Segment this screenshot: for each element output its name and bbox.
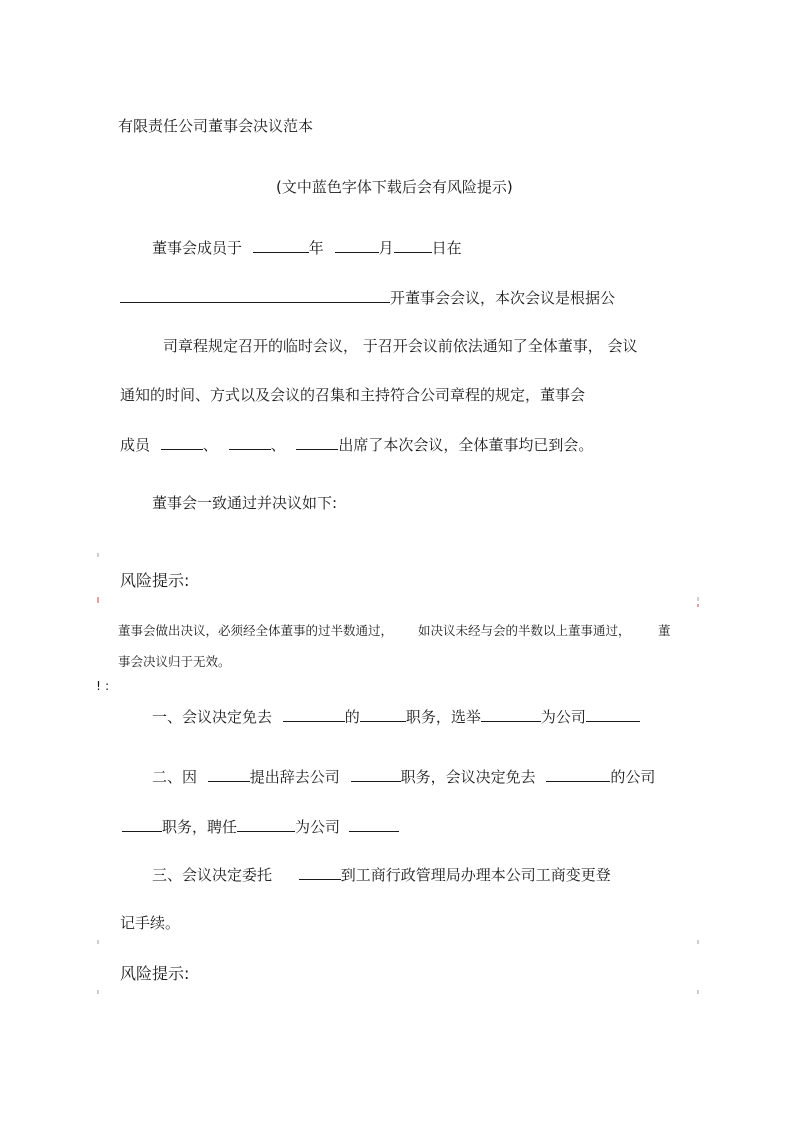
resolution-item-3 (152, 864, 611, 885)
paragraph-line-4: 通知的时间、方式以及会议的召集和主持符合公司章程的规定，董事会 (120, 386, 586, 404)
text-attended: 出席了本次会议，全体董事均已到会。 (338, 436, 594, 454)
text-day-at: 日在 (431, 239, 462, 257)
blank-member-2 (229, 434, 271, 450)
item3-text-b: 到工商行政管理局办理本公司工商变更登 (340, 866, 611, 884)
blank-member-3 (296, 434, 338, 450)
blank-item2-old-role (122, 816, 162, 832)
blank-day (394, 237, 432, 253)
resolution-item-1 (152, 706, 640, 727)
blank-item2-appointee (237, 816, 295, 832)
risk-text-line-1 (118, 621, 678, 641)
text-members-on: 董事会成员于 (152, 239, 243, 257)
blank-place (120, 287, 390, 303)
attendance-line (120, 434, 593, 455)
item1-text-b: 的 (344, 708, 360, 726)
item2-text-d: 的公司 (610, 768, 656, 786)
item1-text-d: 为公司 (540, 708, 586, 726)
risk-text-1a: 董事会做出决议，必须经全体董事的过半数通过， (118, 623, 394, 638)
text-year: 年 (308, 239, 324, 257)
blank-year (253, 237, 309, 253)
risk-heading-2: 风险提示: (120, 964, 190, 983)
margin-mark-right-1 (697, 597, 699, 601)
item1-text-a: 一、会议决定免去 (152, 708, 273, 726)
text-members: 成员 (120, 436, 151, 454)
item1-text-c: 职务，选举 (405, 708, 481, 726)
item2b-text-a: 职务，聘任 (162, 818, 238, 836)
blank-item1-person (283, 706, 345, 722)
text-sep-2: 、 (270, 436, 286, 454)
text-sep-1: 、 (202, 436, 218, 454)
risk-text-line-2: 事会决议归于无效。 (118, 654, 231, 669)
blank-item2-person (208, 766, 250, 782)
meeting-date-line (152, 237, 462, 258)
margin-mark-left-2 (97, 597, 99, 603)
meeting-place-line (120, 287, 615, 308)
paragraph-line-3: 司章程规定召开的临时会议， 于召开会议前依法通知了全体董事， 会议 (163, 337, 638, 355)
text-month: 月 (378, 239, 394, 257)
risk-heading-1: 风险提示: (120, 571, 190, 590)
blank-item2-position (351, 766, 401, 782)
blank-item1-position (360, 706, 406, 722)
item3-text-a: 三、会议决定委托 (152, 866, 273, 884)
margin-mark-right-4 (697, 990, 699, 994)
text-meeting-held: 开董事会会议，本次会议是根据公 (390, 289, 616, 307)
subtitle-note: (文中蓝色字体下载后会有风险提示) (276, 178, 513, 196)
risk-text-1c: 董 (658, 623, 671, 638)
resolution-item-2 (152, 766, 655, 787)
blank-item1-role (586, 706, 640, 722)
item2-text-b: 提出辞去公司 (249, 768, 340, 786)
blank-item2-person-2 (546, 766, 610, 782)
item2b-text-b: 为公司 (295, 818, 341, 836)
resolution-item-3-cont: 记手续。 (120, 914, 181, 932)
stray-mark: ! : (96, 678, 110, 693)
blank-item3-agent (299, 864, 341, 880)
blank-member-1 (161, 434, 203, 450)
blank-month (335, 237, 379, 253)
item2-text-c: 职务，会议决定免去 (400, 768, 536, 786)
blank-item2-new-role (349, 816, 399, 832)
blank-item1-new (481, 706, 541, 722)
margin-mark-right-2 (697, 604, 699, 607)
resolution-item-2-cont (122, 816, 399, 837)
resolution-intro: 董事会一致通过并决议如下: (152, 494, 338, 512)
margin-mark-right-3 (697, 940, 699, 944)
document-title: 有限责任公司董事会决议范本 (118, 117, 314, 135)
margin-mark-left-1 (97, 553, 99, 557)
item2-text-a: 二、因 (152, 768, 198, 786)
risk-text-1b: 如决议未经与会的半数以上董事通过， (418, 623, 631, 638)
margin-mark-left-4 (97, 990, 99, 994)
margin-mark-left-3 (97, 940, 99, 944)
